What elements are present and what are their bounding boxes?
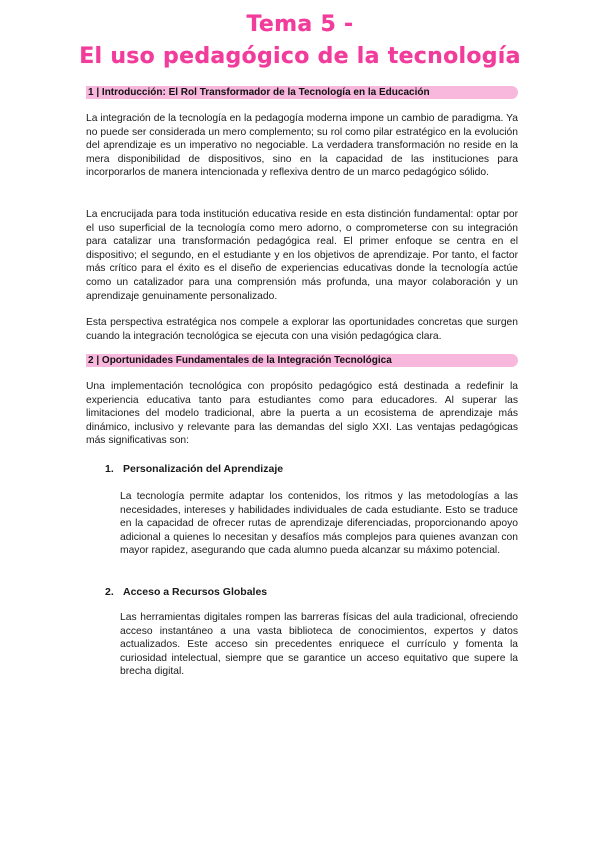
section-1-paragraph-3: Esta perspectiva estratégica nos compele a explorar las oportunidades concretas que surgen cuando la integración tecnológica se ejecuta con una visión pedagógica clara. [86,317,518,342]
list-item-1-text: La tecnología permite adaptar los contenidos, los ritmos y las metodologías a las necesidades, intereses y habilidades individuales de cada estudiante. Esto se traduce en la capacidad de ofrecer rutas de aprendizaje diferenciadas, proporcionando apoyo adicional a quienes lo necesitan y desafíos más complejos para quienes avanzan con mayor rapidez, asegurando que cada alumno pueda alcanzar su máximo potencial. [120,491,518,557]
list-item-2-number: 2. [105,586,114,598]
document-title-line-2: El uso pedagógico de la tecnología [79,44,521,69]
list-item-1-title: Personalización del Aprendizaje [123,463,284,475]
section-1-heading: 1 | Introducción: El Rol Transformador de la Tecnología en la Educación [88,87,430,98]
list-item-1-heading [105,462,283,476]
section-2-heading: 2 | Oportunidades Fundamentales de la Integración Tecnológica [88,355,392,366]
section-1-paragraph-2: La encrucijada para toda institución educativa reside en esta distinción fundamental: optar por el uso superficial de la tecnología como mero adorno, o comprometerse con su integración para catalizar una transformación pedagógica real. El primer enfoque se centra en el dispositivo; el segundo, en el estudiante y en los objetivos de aprendizaje. Por tanto, el factor más crítico para el éxito es el diseño de experiencias educativas donde la tecnología actúe como un catalizador para una comprensión más profunda, una mayor colaboración y un aprendizaje genuinamente personalizado. [86,209,518,302]
list-item-2-heading [105,585,267,599]
list-item-2-title: Acceso a Recursos Globales [123,586,268,598]
section-1-paragraph-1: La integración de la tecnología en la pedagogía moderna impone un cambio de paradigma. Ya no puede ser considerada un mero complemento; su rol como pilar estratégico en la evolución del aprendizaje es un imperativo no negociable. La verdadera transformación no reside en la mera disponibilidad de dispositivos, sino en la capacidad de las instituciones para incorporarlos de manera intencionada y reflexiva dentro de un marco pedagógico sólido. [86,113,518,179]
section-2-intro: Una implementación tecnológica con propósito pedagógico está destinada a redefinir la experiencia educativa tanto para estudiantes como para educadores. Al superar las limitaciones del modelo tradicional, abre la puerta a un ecosistema de aprendizaje más dinámico, inclusivo y relevante para las demandas del siglo XXI. Las ventajas pedagógicas más significativas son: [86,381,518,447]
list-item-2-text: Las herramientas digitales rompen las barreras físicas del aula tradicional, ofreciendo acceso instantáneo a una vasta biblioteca de conocimientos, expertos y datos actualizados. Este acceso sin precedentes enriquece el currículo y fomenta la curiosidad intelectual, siempre que se garantice un acceso equitativo que supere la brecha digital. [120,612,518,678]
document-title-line-1: Tema 5 - [246,12,354,37]
section-2-heading-bar [86,354,518,367]
list-item-1-number: 1. [105,463,114,475]
section-1-heading-bar [86,86,518,99]
